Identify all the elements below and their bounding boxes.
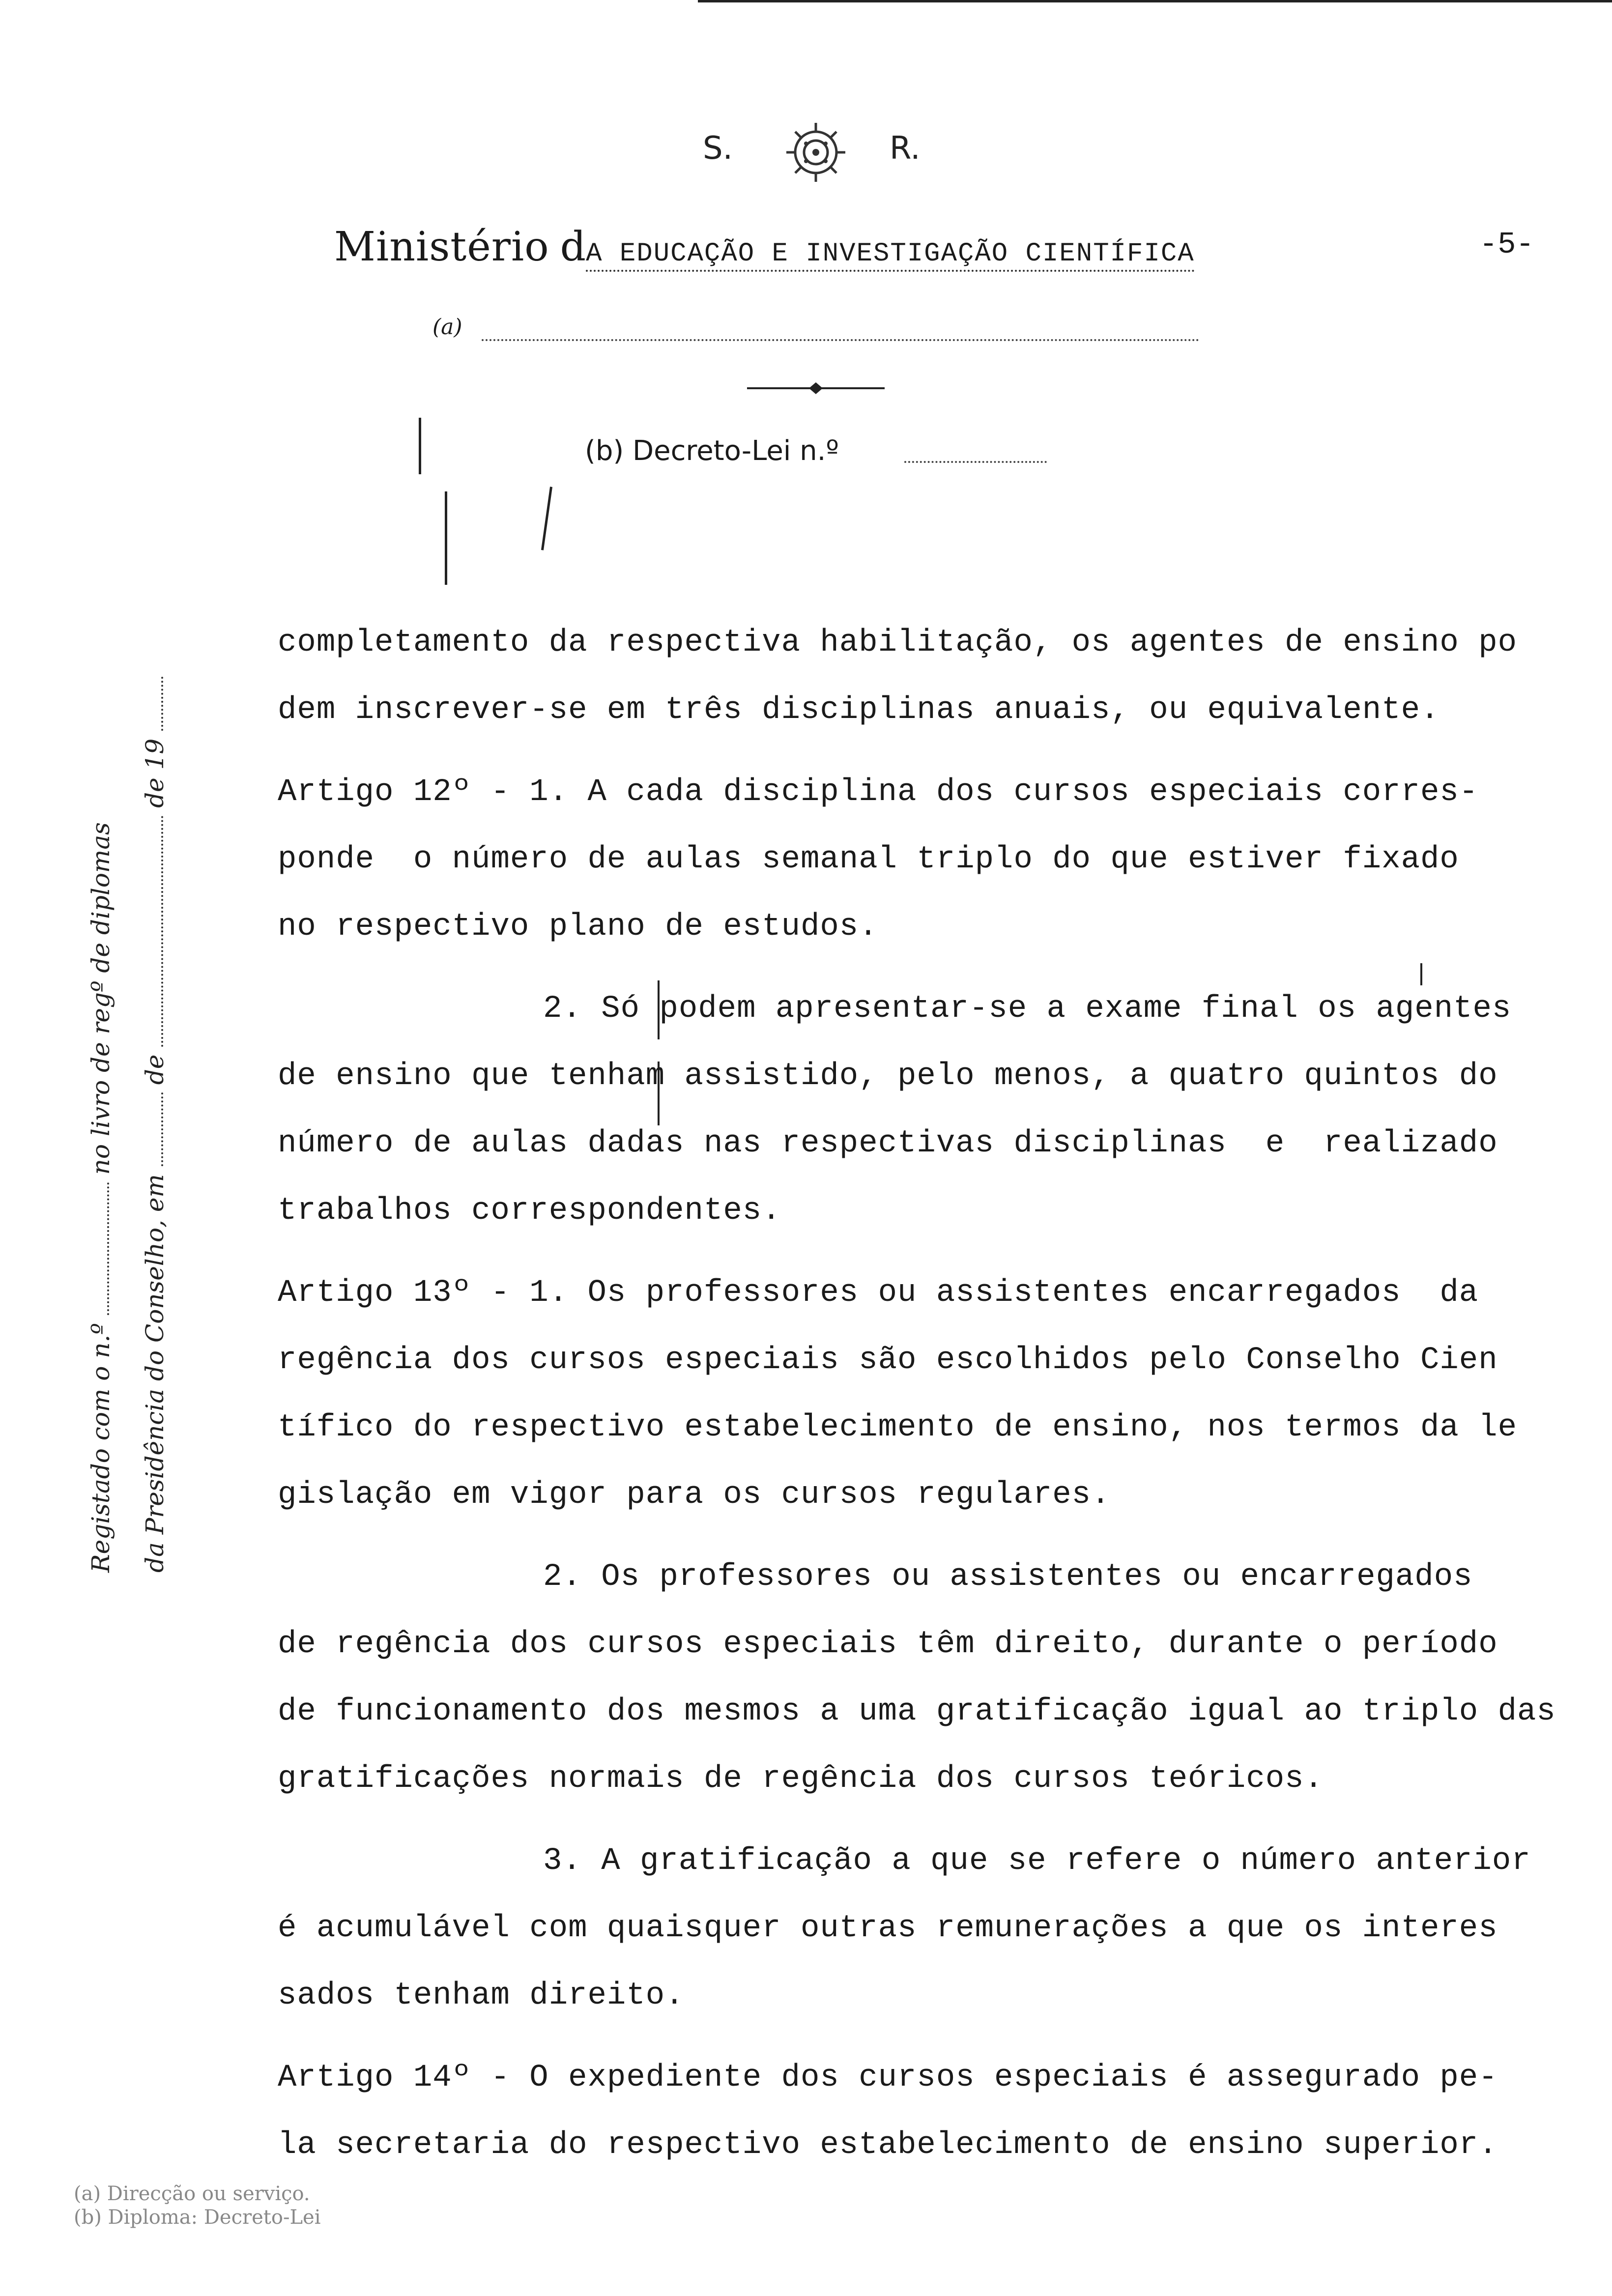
body-line: 2. Os professores ou assistentes ou encarregados (543, 1559, 1473, 1595)
ministry-particle: d (560, 224, 586, 270)
body-line: dem inscrever-se em três disciplinas anuais, ou equivalente. (278, 692, 1440, 728)
sidebar-line-2 (128, 590, 182, 1573)
body-line: de regência dos cursos especiais têm direito, durante o período (278, 1627, 1498, 1662)
body-line: 3. A gratificação a que se refere o número anterior (543, 1843, 1531, 1879)
body-line: la secretaria do respectivo estabelecimento de ensino superior. (278, 2127, 1498, 2163)
body-line: tífico do respectivo estabelecimento de ensino, nos termos da le (278, 1410, 1517, 1445)
body-line: 2. Só podem apresentar-se a exame final os agentes (543, 991, 1512, 1027)
body-line: Artigo 12º - 1. A cada disciplina dos cursos especiais corres- (278, 775, 1479, 810)
ornament-divider-icon (742, 378, 890, 398)
sidebar-year-label: de 19 (141, 738, 169, 808)
sidebar-number-line (107, 1182, 109, 1315)
field-a-line (482, 339, 1199, 341)
body-line: gratificações normais de regência dos cursos teóricos. (278, 1761, 1324, 1797)
sidebar-line-1 (74, 590, 128, 1573)
body-line: de funcionamento dos mesmos a uma gratificação igual ao triplo das (278, 1694, 1556, 1729)
footnote-b: (b) Diploma: Decreto-Lei (74, 2206, 321, 2229)
vertical-mark (419, 418, 421, 474)
body-line: no respectivo plano de estudos. (278, 909, 878, 945)
field-b-line (904, 461, 1047, 463)
top-rule (698, 0, 1612, 2)
page-number: -5- (1479, 227, 1534, 262)
sidebar-day-line (161, 1092, 163, 1166)
coat-of-arms-icon (767, 113, 865, 192)
emblem-letter-r: R. (890, 130, 921, 167)
sidebar-book-label: no livro de regº de diplomas (86, 822, 115, 1175)
body-line: Artigo 13º - 1. Os professores ou assistentes encarregados da (278, 1275, 1479, 1311)
vertical-mark (445, 491, 447, 585)
document-body (278, 609, 1555, 2179)
body-line: sados tenham direito. (278, 1978, 685, 2013)
field-a-label: (a) (432, 315, 462, 340)
sidebar-presidency-label: da Presidência do Conselho, em (141, 1174, 169, 1573)
footnotes (74, 2182, 320, 2229)
body-line: trabalhos correspondentes. (278, 1193, 781, 1229)
field-b-label: (b) Decreto-Lei n.º (585, 435, 839, 467)
body-line: Artigo 14º - O expediente dos cursos especiais é assegurado pe- (278, 2060, 1498, 2095)
registration-sidebar (74, 590, 182, 1573)
body-line: de ensino que tenham assistido, pelo menos, a quatro quintos do (278, 1059, 1498, 1094)
body-line: gislação em vigor para os cursos regulares. (278, 1477, 1111, 1513)
body-line: completamento da respectiva habilitação, os agentes de ensino po (278, 625, 1517, 660)
body-line: regência dos cursos especiais são escolhidos pelo Conselho Cien (278, 1343, 1498, 1378)
footnote-a: (a) Direcção ou serviço. (74, 2182, 310, 2205)
sidebar-year-line (161, 677, 163, 731)
body-line: número de aulas dadas nas respectivas disciplinas e realizado (278, 1126, 1498, 1161)
ministry-title (334, 224, 1195, 270)
body-line: ponde o número de aulas semanal triplo do que estiver fixado (278, 842, 1459, 877)
sidebar-month-label: de (141, 1054, 169, 1085)
ministry-word: Ministério (334, 224, 549, 270)
ministry-name: A EDUCAÇÃO E INVESTIGAÇÃO CIENTÍFICA (586, 239, 1195, 272)
sidebar-registered-label: Registado com o n.º (86, 1323, 115, 1573)
body-line: é acumulável com quaisquer outras remunerações a que os interes (278, 1911, 1498, 1946)
emblem-letter-s: S. (703, 130, 733, 167)
sidebar-month-line (161, 816, 163, 1047)
vertical-mark (541, 487, 552, 550)
